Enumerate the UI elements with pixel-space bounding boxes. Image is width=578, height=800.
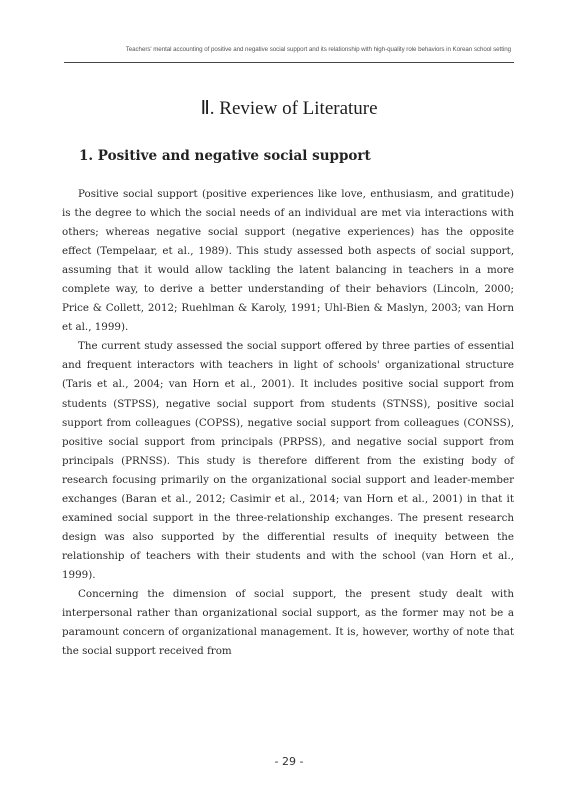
page-number: - 29 - — [274, 755, 304, 768]
section-title: 1. Positive and negative social support — [79, 148, 371, 164]
paragraph: Concerning the dimension of social support, the present study dealt with interpersonal rather than organizational social support, as the former may not be a paramount concern of organizational management. It is, however, worthy of note that the social support received from — [62, 587, 514, 658]
running-header: Teachers' mental accounting of positive and negative social support and its relationship with high-quality role behaviors in Korean school setting — [125, 46, 511, 53]
body-text — [62, 185, 514, 661]
paragraph: Positive social support (positive experiences like love, enthusiasm, and gratitude) is the degree to which the social needs of an individual are met via interactions with others; whereas negative social support (negative experiences) has the opposite effect (Tempelaar, et al., 1989). This study assessed both aspects of social support, assuming that it would allow tackling the latent balancing in teachers in a more complete way, to derive a better understanding of their behaviors (Lincoln, 2000; Price & Collett, 2012; Ruehlman & Karoly, 1991; Uhl-Bien & Maslyn, 2003; van Horn et al., 1999). — [62, 188, 514, 334]
chapter-title: Ⅱ. Review of Literature — [200, 98, 378, 119]
paragraph: The current study assessed the social support offered by three parties of essential and frequent interactors with teachers in light of schools' organizational structure (Taris et al., 2004; van Horn et al., 2001). It includes positive social support from students (STPSS), negative social support from students (STNSS), positive social support from colleagues (COPSS), negative social support from colleagues (CONSS), positive social support from principals (PRPSS), and negative social support from principals (PRNSS). This study is therefore different from the existing body of research focusing primarily on the organizational social support and leader-member exchanges (Baran et al., 2012; Casimir et al., 2014; van Horn et al., 2001) in that it examined social support in the three-relationship exchanges. The present research design was also supported by the differential results of inequity between the relationship of teachers with their students and with the school (van Horn et al., 1999). — [62, 340, 514, 581]
header-rule — [64, 62, 514, 63]
